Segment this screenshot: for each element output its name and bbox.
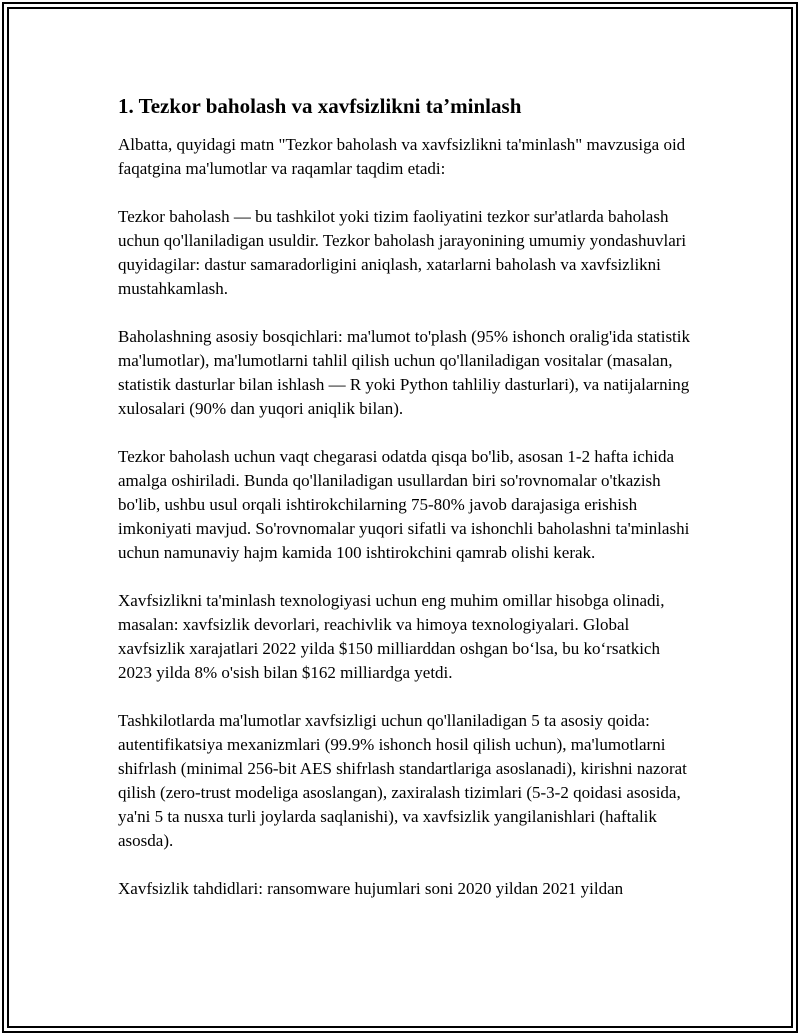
paragraph: Xavfsizlikni ta'minlash texnologiyasi uchun eng muhim omillar hisobga olinadi, masalan: xavfsizlik devorlari, reachivlik va himoya texnologiyalari. Global xavfsizlik xarajatlari 2022 yilda $150 milliarddan oshgan bo‘lsa, bu ko‘rsatkich 2023 yilda 8% o'sish bilan $162 milliardga yetdi.	[118, 591, 665, 682]
paragraph: Baholashning asosiy bosqichlari: ma'lumot to'plash (95% ishonch oralig'ida statistik ma'lumotlar), ma'lumotlarni tahlil qilish uchun qo'llaniladigan vositalar (masalan, statistik dasturlar bilan ishlash — R yoki Python tahliliy dasturlari), va natijalarning xulosalari (90% dan yuqori aniqlik bilan).	[118, 327, 691, 418]
paragraph: Xavfsizlik tahdidlari: ransomware hujumlari soni 2020 yildan 2021 yildan	[118, 879, 624, 898]
document-content	[118, 92, 698, 925]
paragraph: Tezkor baholash — bu tashkilot yoki tizim faoliyatini tezkor sur'atlarda baholash uchun qo'llaniladigan usuldir. Tezkor baholash jarayonining umumiy yondashuvlari quyidagilar: dastur samaradorligini aniqlash, xatarlarni baholash va xavfsizlikni mustahkamlash.	[118, 207, 687, 298]
paragraph: Albatta, quyidagi matn "Tezkor baholash va xavfsizlikni ta'minlash" mavzusiga oid faqatgina ma'lumotlar va raqamlar taqdim etadi:	[118, 135, 686, 178]
paragraph: Tezkor baholash uchun vaqt chegarasi odatda qisqa bo'lib, asosan 1-2 hafta ichida amalga oshiriladi. Bunda qo'llaniladigan usullardan biri so'rovnomalar o'tkazish bo'lib, ushbu usul orqali ishtirokchilarning 75-80% javob darajasiga erishish imkoniyati mavjud. So'rovnomalar yuqori sifatli va ishonchli baholashni ta'minlashi uchun namunaviy hajm kamida 100 ishtirokchini qamrab olishi kerak.	[118, 447, 690, 562]
paragraph: Tashkilotlarda ma'lumotlar xavfsizligi uchun qo'llaniladigan 5 ta asosiy qoida: autentifikatsiya mexanizmlari (99.9% ishonch hosil qilish uchun), ma'lumotlarni shifrlash (minimal 256-bit AES shifrlash standartlariga asoslanadi), kirishni nazorat qilish (zero-trust modeliga asoslangan), zaxiralash tizimlari (5-3-2 qoidasi asosida, ya'ni 5 ta nusxa turli joylarda saqlanishi), va xavfsizlik yangilanishlari (haftalik asosda).	[118, 711, 687, 850]
section-heading: 1. Tezkor baholash va xavfsizlikni ta’minlash	[118, 94, 522, 118]
